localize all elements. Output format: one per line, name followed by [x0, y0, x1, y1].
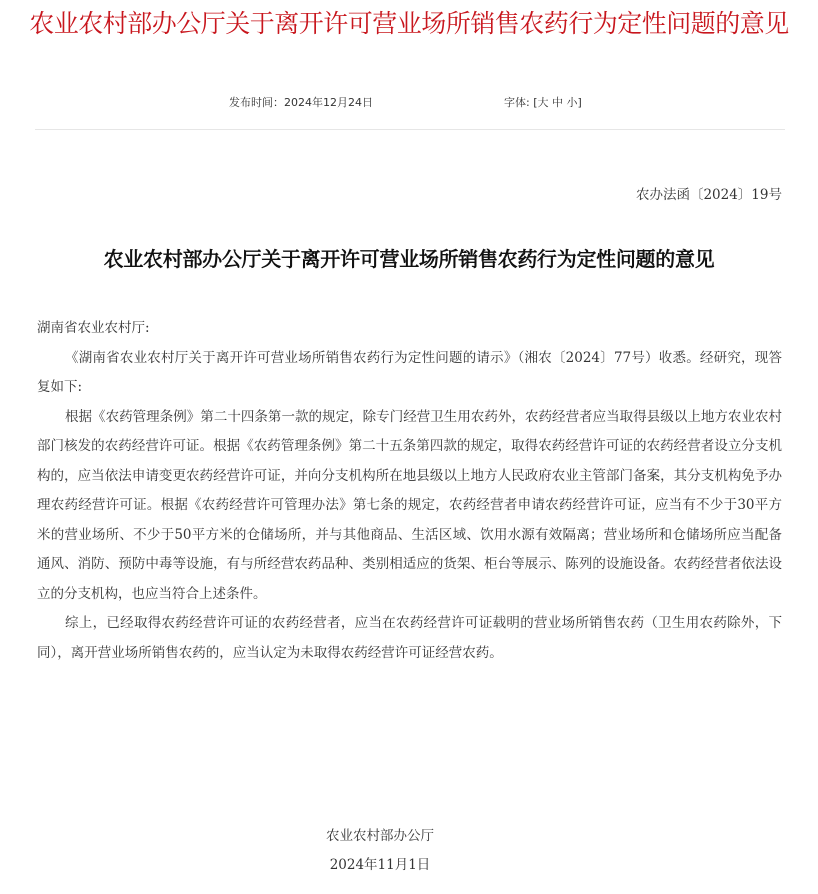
article-meta — [0, 92, 818, 112]
publish-date-label: 发布时间： — [229, 96, 284, 109]
font-size-label: 字体: — [504, 96, 534, 109]
body-paragraph: 《湖南省农业农村厅关于离开许可营业场所销售农药行为定性问题的请示》（湘农〔2024〕77号）收悉。经研究，现答复如下: — [37, 349, 782, 395]
signature-block — [0, 822, 760, 880]
document-body — [37, 314, 782, 668]
font-size-small-link[interactable]: 小 — [566, 96, 578, 109]
signature-date: 2024年11月1日 — [329, 857, 431, 873]
font-size-medium-link[interactable]: 中 — [552, 96, 563, 109]
font-size-large-link[interactable]: 大 — [537, 96, 549, 109]
font-size-close-bracket: ] — [577, 96, 582, 109]
document-title: 农业农村部办公厅关于离开许可营业场所销售农药行为定性问题的意见 — [103, 247, 715, 271]
font-size-selector — [504, 94, 582, 110]
publish-date-value: 2024年12月24日 — [284, 96, 373, 109]
body-paragraph: 根据《农药管理条例》第二十四条第一款的规定，除专门经营卫生用农药外，农药经营者应当取得县级以上地方农业农村部门核发的农药经营许可证。根据《农药管理条例》第二十五条第四款的规定，取得农药经营许可证的农药经营者设立分支机构的，应当依法申请变更农药经营许可证，并向分支机构所在地县级以上地方人民政府农业主管部门备案，其分支机构免予办理农药经营许可证。根据《农药经营许可管理办法》第七条的规定，农药经营者申请农药经营许可证，应当有不少于30平方米的营业场所、不少于50平方米的仓储场所，并与其他商品、生活区域、饮用水源有效隔离；营业场所和仓储场所应当配备通风、消防、预防中毒等设施，有与所经营农药品种、类别相适应的货架、柜台等展示、陈列的设施设备。农药经营者依法设立的分支机构，也应当符合上述条件。 — [37, 408, 782, 602]
document-number: 农办法函〔2024〕19号 — [635, 187, 782, 203]
page-title: 农业农村部办公厅关于离开许可营业场所销售农药行为定性问题的意见 — [29, 9, 789, 38]
header-divider — [35, 129, 785, 130]
publish-date — [229, 94, 373, 110]
signature-org: 农业农村部办公厅 — [326, 828, 434, 844]
body-paragraph: 综上，已经取得农药经营许可证的农药经营者，应当在农药经营许可证载明的营业场所销售农药（卫生用农药除外，下同），离开营业场所销售农药的，应当认定为未取得农药经营许可证经营农药。 — [37, 615, 782, 661]
font-size-open-bracket: [ — [533, 96, 538, 109]
salutation: 湖南省农业农村厅: — [37, 320, 150, 336]
